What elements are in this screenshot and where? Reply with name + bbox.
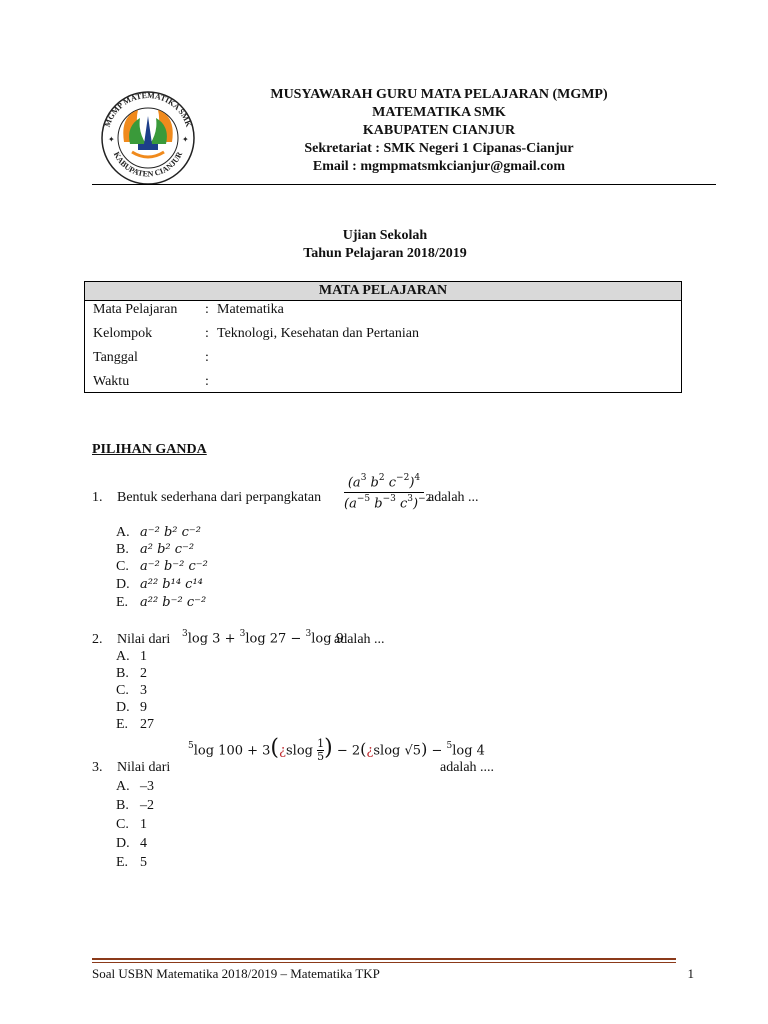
page-number: 1 [687, 966, 694, 981]
header-divider [248, 184, 716, 185]
footer-text: Soal USBN Matematika 2018/2019 – Matematika TKP [92, 966, 380, 981]
answer-option[interactable] [116, 854, 147, 872]
logo-text-top: MGMP MATEMATIKA SMK [102, 90, 194, 129]
option-value: 1 [140, 817, 147, 832]
row-label: Waktu [93, 374, 130, 389]
option-letter: B. [116, 666, 129, 681]
row-label: Tanggal [93, 350, 138, 365]
option-value: 27 [140, 717, 154, 732]
answer-option[interactable] [116, 558, 208, 576]
option-letter: D. [116, 577, 130, 592]
option-letter: A. [116, 525, 130, 540]
svg-text:✦: ✦ [182, 135, 189, 144]
option-letter: C. [116, 559, 129, 574]
mgmp-logo [94, 86, 202, 186]
option-value: a⁻² b² c⁻² [140, 525, 201, 540]
answer-option[interactable] [116, 716, 154, 734]
answer-option[interactable] [116, 594, 206, 612]
option-letter: D. [116, 700, 130, 715]
question-text: Nilai dari [117, 632, 171, 647]
question-number: 1. [92, 490, 103, 505]
option-letter: A. [116, 649, 130, 664]
row-colon: : [205, 326, 209, 341]
option-letter: E. [116, 855, 129, 870]
header-line-3: KABUPATEN CIANJUR [362, 123, 516, 138]
section-heading: PILIHAN GANDA [92, 442, 207, 457]
option-letter: C. [116, 817, 129, 832]
row-value: Matematika [217, 302, 284, 317]
row-label: Kelompok [93, 326, 153, 341]
header-secretariat: Sekretariat : SMK Negeri 1 Cipanas-Cianjur [304, 141, 574, 156]
question-suffix: adalah ... [334, 632, 385, 647]
question-2-expression: $^3$log 3 + $^3$log 27 − $^3$log 9 [182, 629, 344, 647]
answer-option[interactable] [116, 816, 147, 834]
option-value: –3 [140, 779, 154, 794]
header-email: Email : mgmpmatsmkcianjur@gmail.com [312, 159, 566, 174]
answer-option[interactable] [116, 797, 154, 815]
answer-option[interactable] [116, 835, 147, 853]
option-value: 5 [140, 855, 147, 870]
option-value: a⁻² b⁻² c⁻² [140, 559, 208, 574]
row-colon: : [205, 350, 209, 365]
footer-divider-thick [92, 958, 676, 960]
answer-option[interactable] [116, 541, 194, 559]
exam-year: Tahun Pelajaran 2018/2019 [303, 246, 467, 261]
option-letter: E. [116, 595, 129, 610]
row-label: Mata Pelajaran [93, 302, 178, 317]
answer-option[interactable] [116, 524, 201, 542]
option-value: a² b² c⁻² [140, 542, 195, 557]
option-value: a²² b⁻² c⁻² [140, 595, 207, 610]
answer-option[interactable] [116, 778, 154, 796]
option-value: 3 [140, 683, 147, 698]
answer-option[interactable] [116, 665, 147, 683]
subject-info-table [84, 281, 682, 393]
row-value: Teknologi, Kesehatan dan Pertanian [217, 326, 419, 341]
answer-option[interactable] [116, 682, 147, 700]
option-value: 9 [140, 700, 147, 715]
header-line-1: MUSYAWARAH GURU MATA PELAJARAN (MGMP) [270, 87, 608, 102]
footer-divider-thin [92, 962, 676, 963]
row-colon: : [205, 374, 209, 389]
answer-option[interactable] [116, 576, 203, 594]
option-value: 2 [140, 666, 147, 681]
option-letter: D. [116, 836, 130, 851]
option-letter: A. [116, 779, 130, 794]
row-colon: : [205, 302, 209, 317]
option-value: –2 [140, 798, 154, 813]
option-letter: B. [116, 798, 129, 813]
answer-option[interactable] [116, 648, 147, 666]
logo-text-bottom: KABUPATEN CIANJUR [111, 150, 185, 179]
exam-title: Ujian Sekolah [342, 228, 428, 243]
header-divider-left [92, 184, 248, 185]
question-suffix: adalah ... [428, 490, 479, 505]
option-value: 4 [140, 836, 147, 851]
table-heading: MATA PELAJARAN [85, 282, 681, 301]
header-line-2: MATEMATIKA SMK [372, 105, 506, 120]
question-number: 3. [92, 760, 103, 775]
option-letter: E. [116, 717, 129, 732]
question-1-fraction: ($a^3$ $b^2$ $c^{-2})^4$ ($a^{-5}$ $b^{-3}$ $c^3)^{-2}$ [344, 473, 432, 512]
option-letter: C. [116, 683, 129, 698]
question-text: Bentuk sederhana dari perpangkatan [117, 490, 322, 505]
svg-text:✦: ✦ [108, 135, 115, 144]
answer-option[interactable] [116, 699, 147, 717]
option-letter: B. [116, 542, 129, 557]
option-value: a²² b¹⁴ c¹⁴ [140, 577, 203, 592]
question-suffix: adalah .... [440, 760, 495, 775]
question-text: Nilai dari [117, 760, 171, 775]
option-value: 1 [140, 649, 147, 664]
question-number: 2. [92, 632, 103, 647]
question-3-expression: $^5$log 100 + 3(¿slog 1 5 ) − 2(¿slog √5) − $^5$log 4 [188, 735, 485, 764]
